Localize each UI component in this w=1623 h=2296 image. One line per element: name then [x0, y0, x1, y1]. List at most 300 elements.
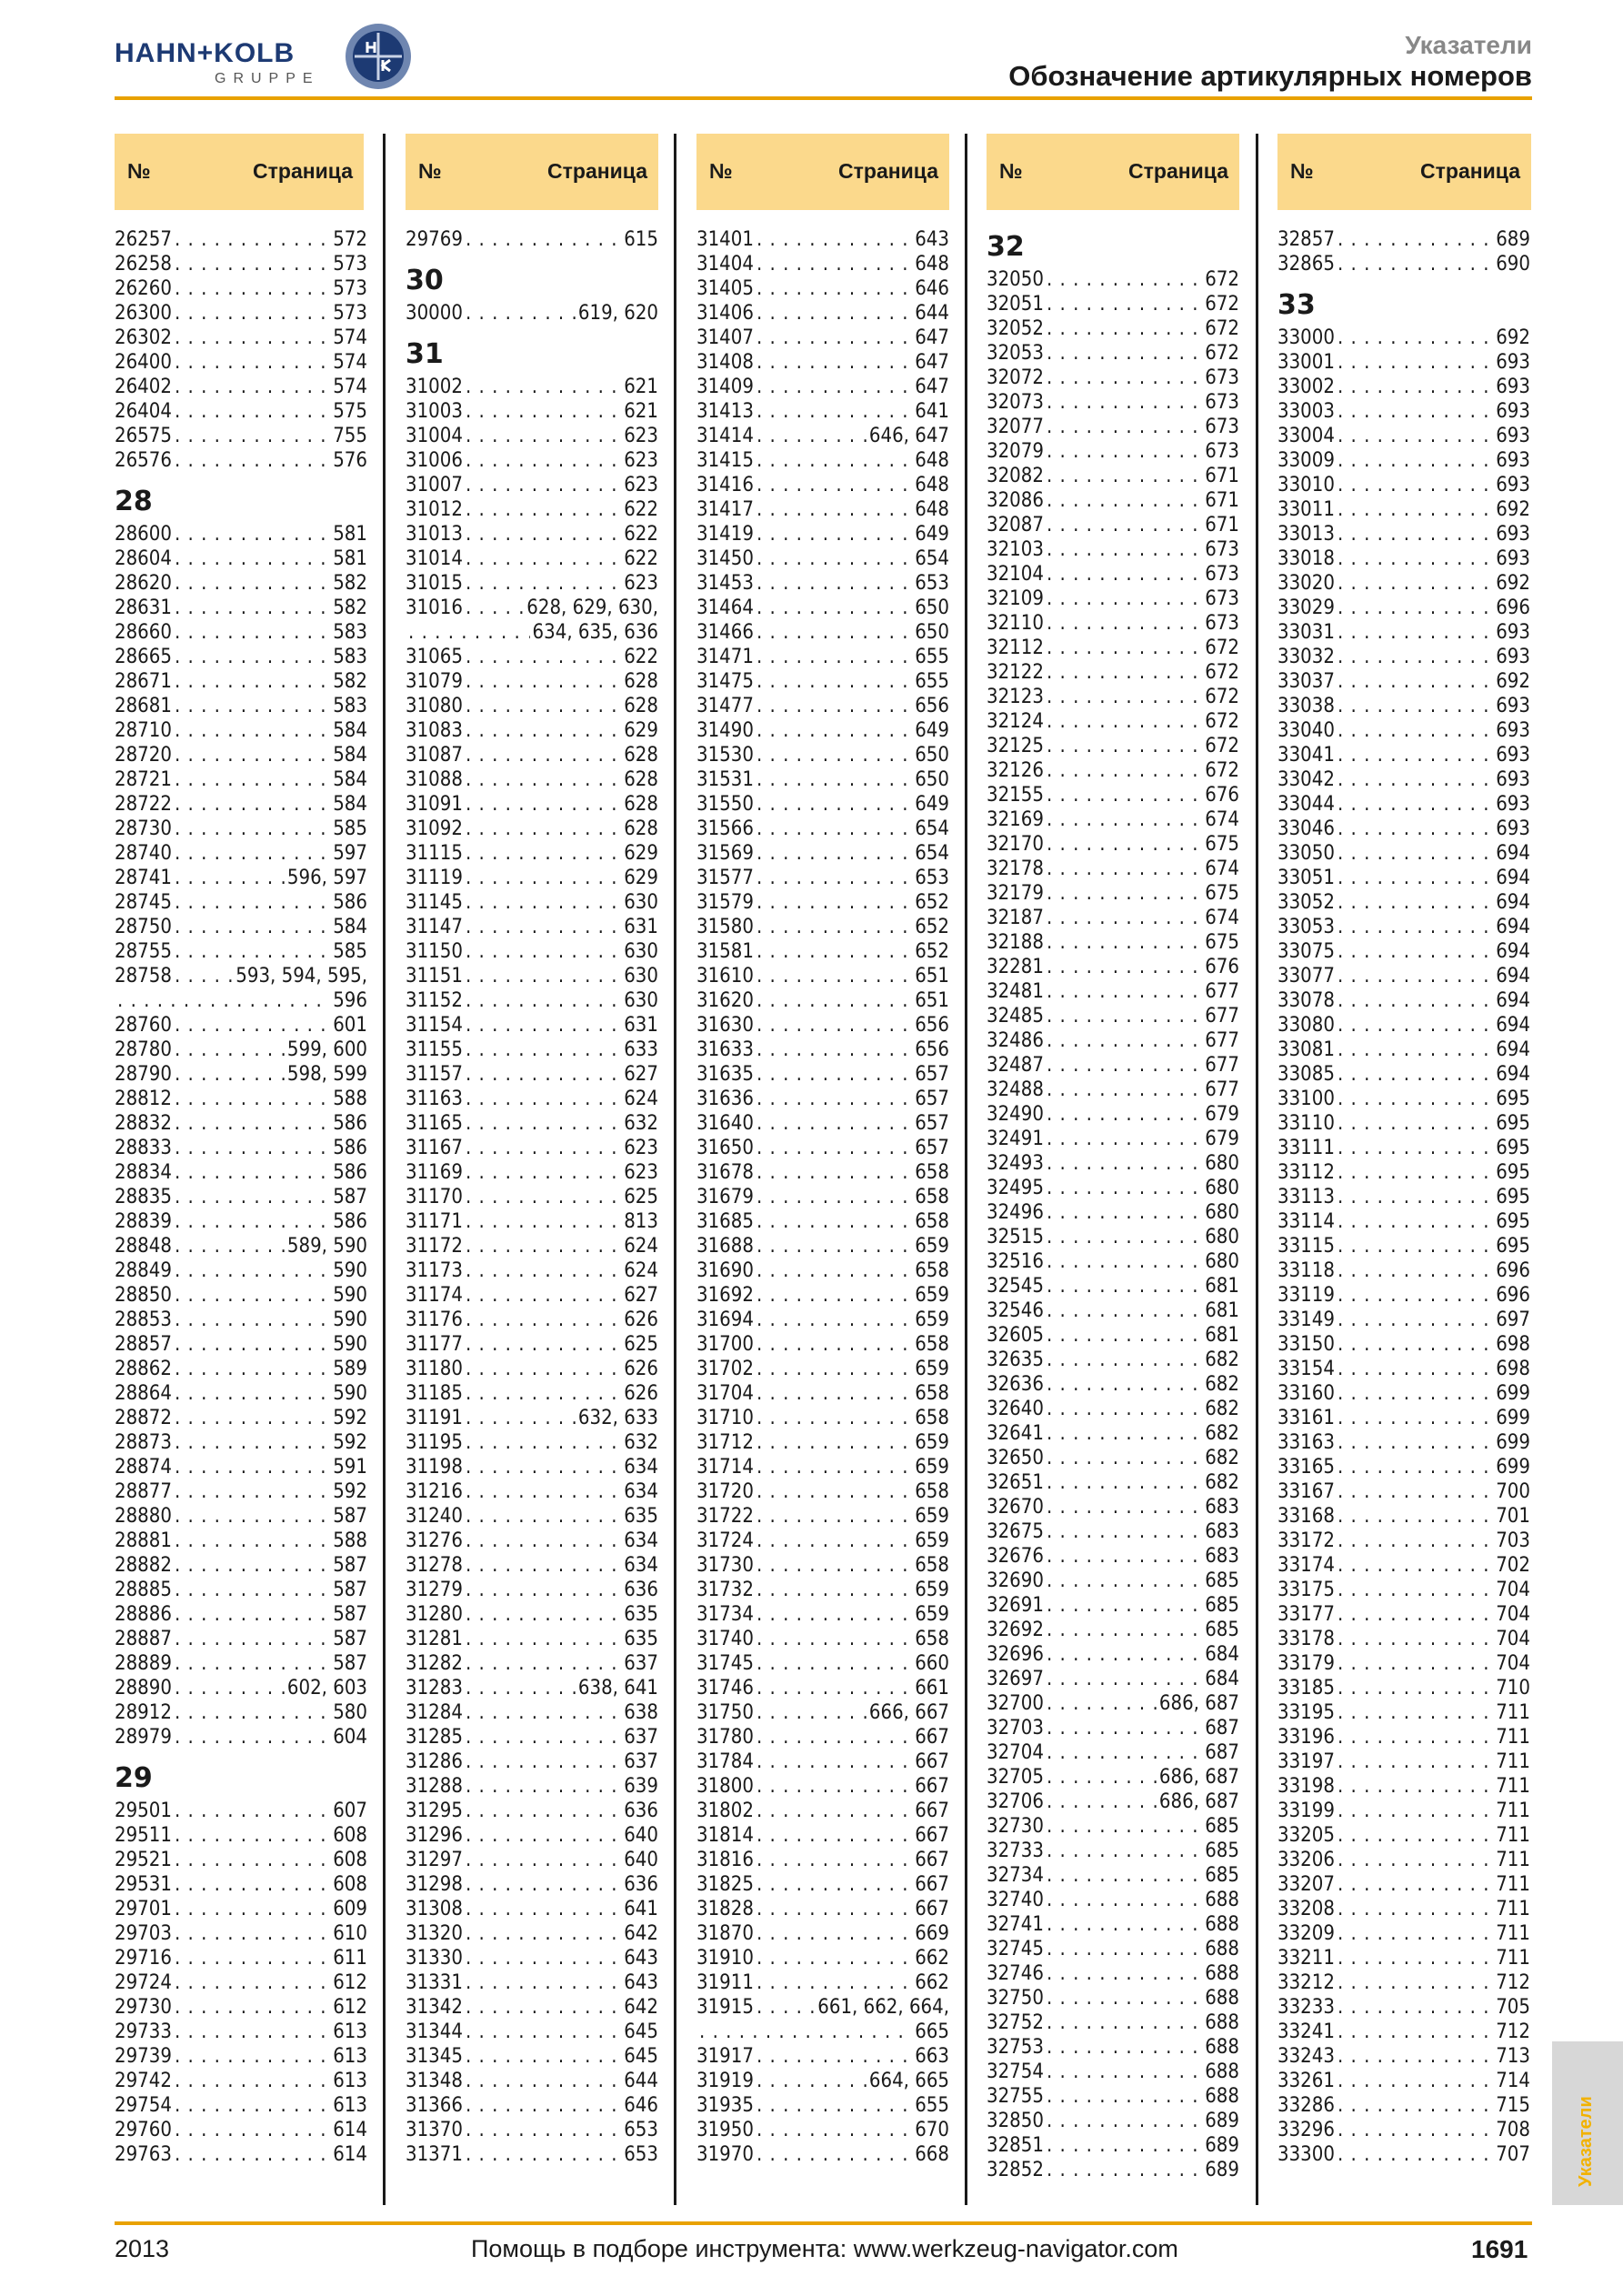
article-number: 33040	[1277, 719, 1335, 742]
dot-leader	[756, 1897, 912, 1921]
article-number: 33113	[1277, 1186, 1335, 1208]
article-number: 31295	[406, 1800, 463, 1822]
article-number: 33118	[1277, 1259, 1335, 1282]
dot-leader	[756, 1430, 912, 1455]
page-reference: 591	[333, 1456, 367, 1479]
index-entry	[1277, 1381, 1530, 1406]
index-entry	[987, 267, 1239, 292]
page-reference: 685	[1205, 1569, 1239, 1592]
article-number: 29754	[115, 2094, 172, 2117]
index-entry	[406, 1553, 658, 1578]
page-reference: 646, 647	[868, 425, 949, 447]
article-number: 32705	[987, 1766, 1044, 1789]
page-reference: 587	[333, 1652, 367, 1675]
column-header-1	[115, 134, 364, 210]
page-reference: 643	[624, 1947, 658, 1970]
article-number: 28874	[115, 1456, 172, 1479]
dot-leader	[175, 1013, 330, 1038]
dot-leader	[1047, 1544, 1202, 1569]
dot-leader	[466, 546, 621, 571]
index-entry	[406, 1430, 658, 1455]
page-reference: 715	[1496, 2094, 1530, 2117]
index-entry	[406, 1848, 658, 1872]
page-reference: 647	[915, 376, 949, 398]
article-number: 31284	[406, 1701, 463, 1724]
index-entry	[406, 1725, 658, 1750]
page-reference: 680	[1205, 1226, 1239, 1248]
article-number: 29521	[115, 1849, 172, 1871]
page-reference: 623	[624, 474, 658, 496]
article-number: 31870	[696, 1922, 754, 1945]
column-divider	[965, 134, 967, 2205]
article-number: 31450	[696, 547, 754, 570]
article-number: 33042	[1277, 768, 1335, 791]
page-reference: 649	[915, 793, 949, 816]
article-number: 32651	[987, 1471, 1044, 1494]
dot-leader	[1047, 881, 1202, 906]
article-number: 31640	[696, 1112, 754, 1135]
page-reference: 672	[1205, 686, 1239, 708]
index-entry	[987, 1151, 1239, 1176]
index-entry	[1277, 522, 1530, 546]
index-column-4	[987, 227, 1239, 2182]
index-entry	[987, 1249, 1239, 1274]
page-reference: 694	[1496, 989, 1530, 1012]
dot-leader	[1337, 1848, 1493, 1872]
index-entry	[1277, 1185, 1530, 1209]
article-number: 33174	[1277, 1554, 1335, 1577]
page-reference: 695	[1496, 1137, 1530, 1159]
page-reference: 695	[1496, 1088, 1530, 1110]
index-entry	[406, 1283, 658, 1308]
index-entry	[987, 1274, 1239, 1298]
article-number: 31088	[406, 768, 463, 791]
page-reference: 694	[1496, 842, 1530, 865]
page-reference: 662	[915, 1971, 949, 1994]
dot-leader	[1047, 267, 1202, 292]
article-number: 31464	[696, 597, 754, 619]
page-reference: 628	[624, 793, 658, 816]
article-number: 31281	[406, 1628, 463, 1650]
page-reference: 628	[624, 695, 658, 717]
page-reference: 682	[1205, 1471, 1239, 1494]
index-entry	[115, 1504, 367, 1529]
page-reference: 612	[333, 1996, 367, 2019]
dot-leader	[466, 1136, 621, 1160]
page-reference: 640	[624, 1824, 658, 1847]
page-reference: 589	[333, 1358, 367, 1380]
article-number: 33172	[1277, 1529, 1335, 1552]
dot-leader	[1047, 734, 1202, 758]
index-entry	[1277, 1995, 1530, 2020]
page-reference: 631	[624, 916, 658, 938]
index-entry	[696, 2069, 949, 2093]
page-reference: 673	[1205, 440, 1239, 463]
dot-leader	[466, 841, 621, 866]
page-reference: 711	[1496, 1701, 1530, 1724]
index-entry	[115, 1308, 367, 1332]
dot-leader	[1047, 415, 1202, 439]
index-entry	[406, 890, 658, 915]
article-number: 31176	[406, 1308, 463, 1331]
article-number: 28758	[115, 965, 172, 988]
dot-leader	[756, 1553, 912, 1578]
dot-leader	[756, 866, 912, 890]
page-reference: 658	[915, 1628, 949, 1650]
index-entry	[115, 890, 367, 915]
page-reference: 659	[915, 1505, 949, 1528]
article-number: 28862	[115, 1358, 172, 1380]
page-reference: 574	[333, 351, 367, 374]
article-number: 33001	[1277, 351, 1335, 374]
page-reference: 646	[624, 2094, 658, 2117]
dot-leader	[756, 448, 912, 473]
index-entry	[987, 783, 1239, 807]
index-entry	[987, 439, 1239, 464]
dot-leader	[1337, 620, 1493, 645]
page-reference: 588	[333, 1088, 367, 1110]
article-number: 33051	[1277, 867, 1335, 889]
index-entry	[696, 497, 949, 522]
index-entry	[406, 1160, 658, 1185]
page-reference: 582	[333, 572, 367, 595]
dot-leader	[756, 792, 912, 817]
index-entry	[696, 1062, 949, 1087]
article-number: 32086	[987, 489, 1044, 512]
page-reference: 714	[1496, 2070, 1530, 2092]
article-number: 32546	[987, 1299, 1044, 1322]
dot-leader	[1047, 1053, 1202, 1078]
group-heading: 30	[406, 265, 444, 296]
index-entry	[406, 571, 658, 596]
dot-leader	[1047, 1961, 1202, 1986]
dot-leader	[175, 620, 330, 645]
page-reference: 628	[624, 670, 658, 693]
article-number: 28750	[115, 916, 172, 938]
page-reference: 635	[624, 1505, 658, 1528]
article-number: 31910	[696, 1947, 754, 1970]
dot-leader	[1047, 2109, 1202, 2133]
page-reference: 711	[1496, 1750, 1530, 1773]
page-reference: 586	[333, 1112, 367, 1135]
article-number: 32491	[987, 1128, 1044, 1150]
dot-leader	[1337, 1062, 1493, 1087]
index-entry	[115, 1529, 367, 1553]
index-entry	[115, 375, 367, 399]
dot-leader	[175, 718, 330, 743]
page-reference: 681	[1205, 1275, 1239, 1298]
article-number: 31012	[406, 498, 463, 521]
page-reference: 634	[624, 1456, 658, 1479]
dot-leader	[1337, 1283, 1493, 1308]
dot-leader	[175, 2142, 330, 2167]
page-reference: 693	[1496, 547, 1530, 570]
index-entry	[696, 988, 949, 1013]
index-entry	[696, 1627, 949, 1651]
dot-leader	[175, 1406, 330, 1430]
page-reference: 623	[624, 449, 658, 472]
page-reference: 656	[915, 1014, 949, 1037]
page-reference: 711	[1496, 1824, 1530, 1847]
index-entry	[696, 767, 949, 792]
page-reference: 634, 635, 636	[532, 621, 658, 644]
article-number: 31280	[406, 1603, 463, 1626]
page-reference: 704	[1496, 1579, 1530, 1601]
page-reference: 711	[1496, 1849, 1530, 1871]
index-entry	[696, 2118, 949, 2142]
dot-leader	[175, 1799, 330, 1823]
index-entry	[1277, 473, 1530, 497]
page-reference: 674	[1205, 808, 1239, 831]
dot-leader	[466, 1823, 621, 1848]
page-reference: 662	[915, 1947, 949, 1970]
index-entry	[1277, 375, 1530, 399]
index-entry	[115, 767, 367, 792]
dot-leader	[756, 890, 912, 915]
dot-leader	[1047, 1740, 1202, 1765]
page-reference: 572	[333, 228, 367, 251]
index-entry	[115, 1111, 367, 1136]
dot-leader	[175, 1946, 330, 1970]
article-number: 33115	[1277, 1235, 1335, 1258]
article-number: 32126	[987, 759, 1044, 782]
column-divider	[383, 134, 386, 2205]
index-entry	[406, 1455, 658, 1479]
article-number: 28834	[115, 1161, 172, 1184]
page-reference: 672	[1205, 342, 1239, 365]
dot-leader	[1047, 1323, 1202, 1348]
page-reference: 664, 665	[868, 2070, 949, 2092]
dot-leader	[1337, 399, 1493, 424]
index-entry	[406, 1872, 658, 1897]
dot-leader	[175, 939, 330, 964]
page-reference: 658	[915, 1382, 949, 1405]
page-reference: 693	[1496, 425, 1530, 447]
index-entry	[406, 1529, 658, 1553]
dot-leader	[756, 1258, 912, 1283]
index-entry	[1277, 1823, 1530, 1848]
column-header-5	[1277, 134, 1531, 210]
page-reference: 685	[1205, 1594, 1239, 1617]
index-entry	[987, 1028, 1239, 1053]
index-entry	[1277, 841, 1530, 866]
side-tab[interactable]	[1552, 2041, 1623, 2205]
index-entry	[696, 1970, 949, 1995]
dot-leader	[466, 1087, 621, 1111]
page-reference: 647	[915, 326, 949, 349]
dot-leader	[1337, 694, 1493, 718]
article-number: 33179	[1277, 1652, 1335, 1675]
page-reference: 582	[333, 597, 367, 619]
dot-leader	[1337, 964, 1493, 988]
index-entry	[987, 1225, 1239, 1249]
page-reference: 659	[915, 1358, 949, 1380]
page-reference: 580	[333, 1701, 367, 1724]
dot-leader	[175, 1185, 330, 1209]
article-number: 26400	[115, 351, 172, 374]
header-number-label: №	[418, 159, 442, 183]
article-number: 32741	[987, 1913, 1044, 1936]
page-reference: 708	[1496, 2119, 1530, 2141]
article-number: 32170	[987, 833, 1044, 856]
dot-leader	[175, 1479, 330, 1504]
page-reference: 711	[1496, 1726, 1530, 1749]
index-entry	[987, 1495, 1239, 1519]
index-entry	[406, 1627, 658, 1651]
page-reference: 693	[1496, 695, 1530, 717]
dot-leader	[756, 1209, 912, 1234]
index-entry	[115, 1700, 367, 1725]
index-entry	[987, 1691, 1239, 1716]
index-entry	[987, 930, 1239, 955]
page-reference: 655	[915, 2094, 949, 2117]
page-reference: 614	[333, 2119, 367, 2141]
article-number: 26302	[115, 326, 172, 349]
article-number: 32050	[987, 268, 1044, 291]
dot-leader	[1047, 2010, 1202, 2035]
page-reference: 638	[624, 1701, 658, 1724]
dot-leader	[466, 1946, 621, 1970]
index-entry	[987, 1176, 1239, 1200]
page-reference: 585	[333, 940, 367, 963]
page-reference: 634	[624, 1554, 658, 1577]
article-number: 31720	[696, 1480, 754, 1503]
article-number: 32493	[987, 1152, 1044, 1175]
dot-leader	[466, 1111, 621, 1136]
dot-leader	[1047, 807, 1202, 832]
index-entry	[696, 964, 949, 988]
dot-leader	[1337, 1750, 1493, 1774]
page-reference: 698	[1496, 1358, 1530, 1380]
article-number: 33041	[1277, 744, 1335, 767]
dot-leader	[1337, 1406, 1493, 1430]
index-entry	[406, 424, 658, 448]
index-entry	[115, 252, 367, 276]
index-entry	[696, 1676, 949, 1700]
index-entry	[987, 1839, 1239, 1863]
page-reference: 658	[915, 1407, 949, 1429]
dot-leader	[756, 939, 912, 964]
article-number: 33209	[1277, 1922, 1335, 1945]
dot-leader	[1337, 252, 1493, 276]
article-number: 28890	[115, 1677, 172, 1699]
index-entry	[406, 1774, 658, 1799]
index-entry	[406, 866, 658, 890]
article-number: 32697	[987, 1668, 1044, 1690]
page-reference: 634	[624, 1529, 658, 1552]
dot-leader	[756, 1921, 912, 1946]
index-entry	[1277, 915, 1530, 939]
index-entry	[696, 1479, 949, 1504]
index-entry	[1277, 1479, 1530, 1504]
page-reference: 711	[1496, 1898, 1530, 1920]
dot-leader	[466, 1897, 621, 1921]
dot-leader	[756, 399, 912, 424]
index-entry	[406, 669, 658, 694]
dot-leader	[756, 1995, 815, 2020]
article-number: 33185	[1277, 1677, 1335, 1699]
dot-leader	[756, 252, 912, 276]
page-reference: 643	[915, 228, 949, 251]
index-entry	[1277, 1872, 1530, 1897]
article-number: 31580	[696, 916, 754, 938]
dot-leader	[175, 448, 330, 473]
side-tab-label: Указатели	[1576, 2096, 1596, 2187]
index-entry	[406, 1504, 658, 1529]
index-entry	[1277, 939, 1530, 964]
index-entry	[1277, 252, 1530, 276]
index-entry	[1277, 1602, 1530, 1627]
index-entry	[696, 276, 949, 301]
page-reference: 659	[915, 1603, 949, 1626]
dot-leader	[466, 596, 524, 620]
index-entry	[1277, 1308, 1530, 1332]
dot-leader	[175, 1995, 330, 2020]
index-entry	[696, 1111, 949, 1136]
dot-leader	[1337, 1185, 1493, 1209]
page-reference: 628	[624, 768, 658, 791]
index-entry	[115, 2118, 367, 2142]
article-number: 32690	[987, 1569, 1044, 1592]
index-entry	[406, 1921, 658, 1946]
article-number: 31419	[696, 523, 754, 546]
article-number: 31278	[406, 1554, 463, 1577]
index-entry	[696, 1455, 949, 1479]
dot-leader	[466, 645, 621, 669]
index-entry	[115, 915, 367, 939]
page-reference: 688	[1205, 2036, 1239, 2059]
page-reference: 682	[1205, 1422, 1239, 1445]
dot-leader	[175, 645, 330, 669]
page-reference: 674	[1205, 907, 1239, 929]
page-reference: 596, 597	[286, 867, 367, 889]
page-reference: 584	[333, 719, 367, 742]
index-entry	[115, 399, 367, 424]
dot-leader	[1047, 562, 1202, 587]
index-entry	[696, 252, 949, 276]
dot-leader	[1047, 1986, 1202, 2010]
index-entry	[696, 448, 949, 473]
page-reference: 627	[624, 1284, 658, 1307]
dot-leader	[1337, 1676, 1493, 1700]
article-number: 31477	[696, 695, 754, 717]
dot-leader	[1337, 1111, 1493, 1136]
index-entry	[1277, 645, 1530, 669]
index-entry	[115, 1406, 367, 1430]
page-reference: 677	[1205, 980, 1239, 1003]
index-entry	[987, 1298, 1239, 1323]
article-number: 31734	[696, 1603, 754, 1626]
article-number: 33029	[1277, 597, 1335, 619]
column-divider	[1256, 134, 1258, 2205]
page-reference: 630	[624, 891, 658, 914]
article-number: 31414	[696, 425, 754, 447]
dot-leader	[756, 645, 912, 669]
dot-leader	[175, 1308, 330, 1332]
index-entry	[1277, 1209, 1530, 1234]
dot-leader	[466, 1038, 621, 1062]
index-entry	[696, 1430, 949, 1455]
index-entry	[1277, 1676, 1530, 1700]
index-entry	[987, 1986, 1239, 2010]
index-entry	[115, 1430, 367, 1455]
article-number: 31283	[406, 1677, 463, 1699]
index-entry	[1277, 1725, 1530, 1750]
page-reference: 601	[333, 1014, 367, 1037]
article-number: 32481	[987, 980, 1044, 1003]
dot-leader	[1047, 439, 1202, 464]
dot-leader	[466, 1799, 621, 1823]
